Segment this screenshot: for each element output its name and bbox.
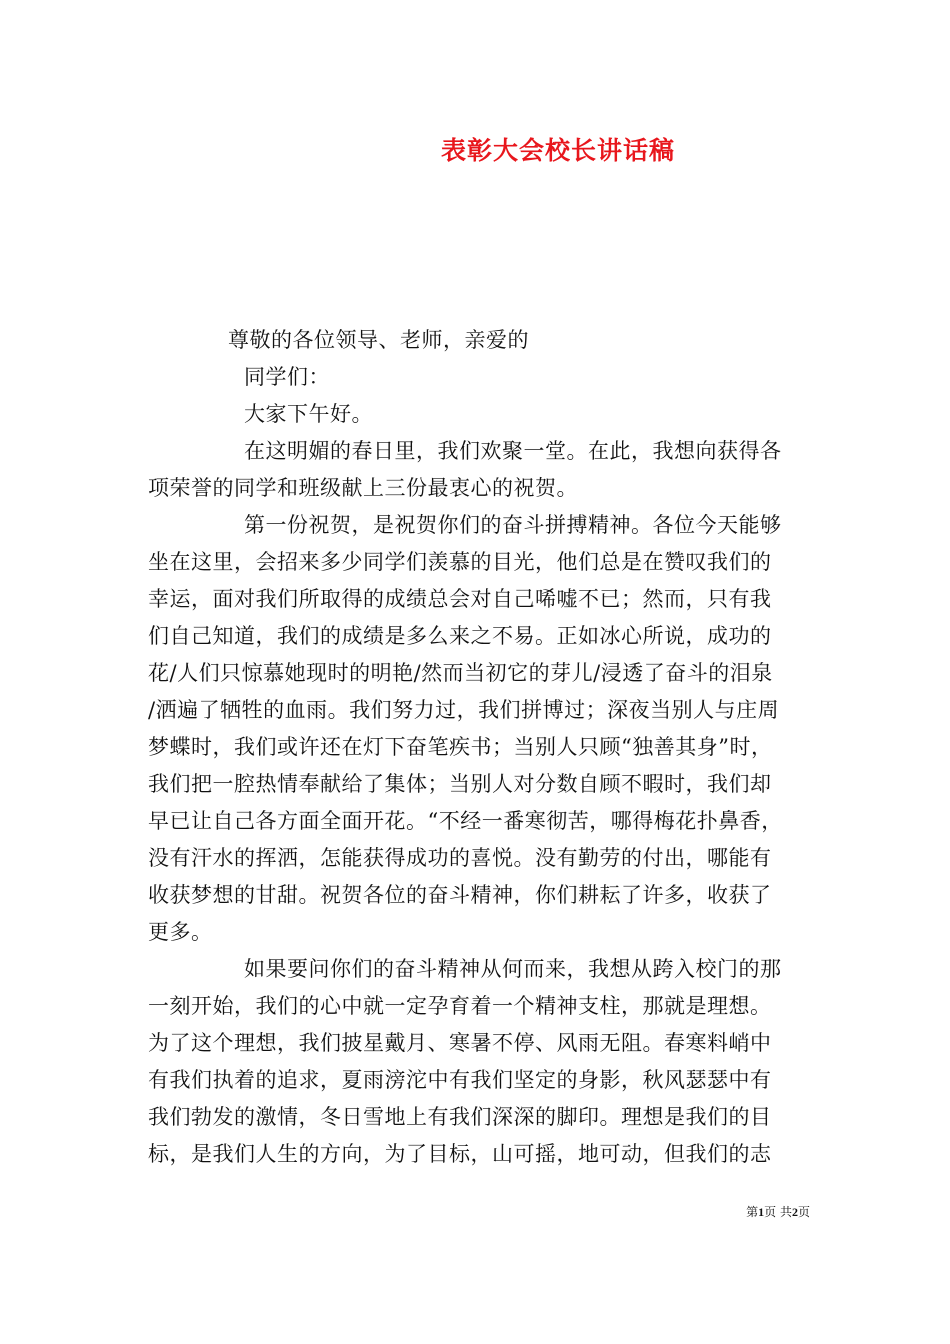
body-line: 没有汗水的挥洒，怎能获得成功的喜悦。没有勤劳的付出，哪能有 — [148, 846, 772, 870]
body-line: 尊敬的各位领导、老师，亲爱的 — [228, 328, 529, 352]
body-line: 幸运，面对我们所取得的成绩总会对自己唏嘘不已；然而，只有我 — [148, 587, 772, 611]
body-line: 早已让自己各方面全面开花。“不经一番寒彻苦，哪得梅花扑鼻香， — [148, 809, 783, 833]
body-line: 如果要问你们的奋斗精神从何而来，我想从跨入校门的那 — [244, 957, 782, 981]
body-line: 有我们执着的追求，夏雨滂沱中有我们坚定的身影，秋风瑟瑟中有 — [148, 1068, 772, 1092]
page-number-footer — [700, 1204, 810, 1220]
document-body — [148, 322, 812, 1173]
body-line: 一刻开始，我们的心中就一定孕育着一个精神支柱，那就是理想。 — [148, 994, 772, 1018]
footer-middle: 页 共 — [764, 1205, 792, 1219]
footer-page-number: 1 — [758, 1205, 765, 1219]
body-line: 为了这个理想，我们披星戴月、寒暑不停、风雨无阻。春寒料峭中 — [148, 1031, 772, 1055]
body-line: 我们把一腔热情奉献给了集体；当别人对分数自顾不暇时，我们却 — [148, 772, 772, 796]
body-line: /洒遍了牺牲的血雨。我们努力过，我们拼博过；深夜当别人与庄周 — [148, 698, 780, 722]
body-line: 花/人们只惊慕她现时的明艳/然而当初它的芽儿/浸透了奋斗的泪泉 — [148, 661, 773, 685]
body-line: 在这明媚的春日里，我们欢聚一堂。在此，我想向获得各 — [244, 439, 782, 463]
body-line: 我们勃发的激情，冬日雪地上有我们深深的脚印。理想是我们的目 — [148, 1105, 772, 1129]
footer-total-pages: 2 — [791, 1205, 798, 1219]
body-line: 梦蝶时，我们或许还在灯下奋笔疾书；当别人只顾“独善其身”时， — [148, 735, 773, 759]
body-line: 标，是我们人生的方向，为了目标，山可摇，地可动，但我们的志 — [148, 1142, 772, 1166]
body-line: 收获梦想的甘甜。祝贺各位的奋斗精神，你们耕耘了许多，收获了 — [148, 883, 772, 907]
body-line: 坐在这里，会招来多少同学们羡慕的目光，他们总是在赞叹我们的 — [148, 550, 772, 574]
document-title: 表彰大会校长讲话稿 — [440, 136, 675, 165]
footer-suffix: 页 — [797, 1205, 810, 1219]
body-line: 第一份祝贺，是祝贺你们的奋斗拼搏精神。各位今天能够 — [244, 513, 782, 537]
body-line: 更多。 — [148, 920, 213, 944]
body-line: 们自己知道，我们的成绩是多么来之不易。正如冰心所说，成功的 — [148, 624, 772, 648]
body-line: 大家下午好。 — [244, 402, 373, 426]
body-line: 项荣誉的同学和班级献上三份最衷心的祝贺。 — [148, 476, 578, 500]
footer-prefix: 第 — [746, 1205, 759, 1219]
body-line: 同学们： — [244, 365, 330, 389]
